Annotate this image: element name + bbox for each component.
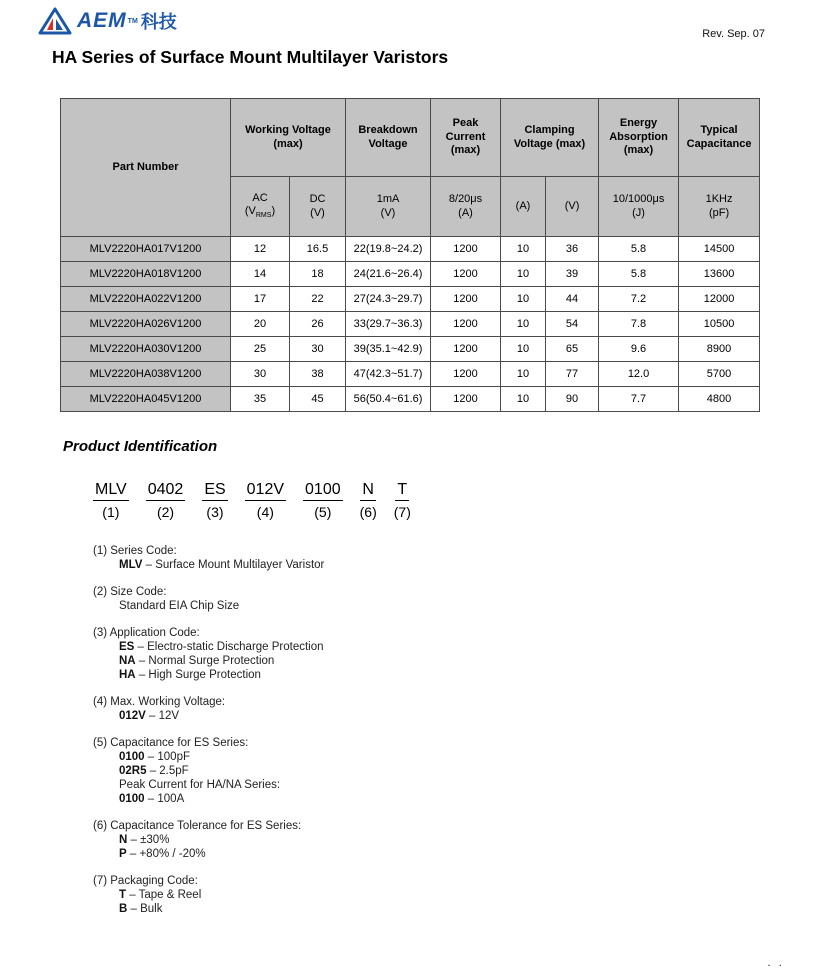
code-segment-number: (6) xyxy=(359,504,377,521)
subheader-energy-line1: 10/1000μs xyxy=(612,192,665,205)
dc-cell: 30 xyxy=(290,337,346,362)
legend-entry: NA – Normal Surge Protection xyxy=(119,655,275,668)
breakdown-cell: 24(21.6~26.4) xyxy=(346,262,431,287)
legend-block-capacitance-tolerance xyxy=(93,819,723,861)
legend-title: (2) Size Code: xyxy=(93,586,167,599)
code-part xyxy=(146,481,186,520)
clamping-v-cell: 36 xyxy=(546,237,599,262)
code-segment-number: (4) xyxy=(256,504,274,521)
dc-cell: 26 xyxy=(290,312,346,337)
breakdown-cell: 22(19.8~24.2) xyxy=(346,237,431,262)
table-row xyxy=(61,287,760,312)
legend-entry: B – Bulk xyxy=(119,903,163,916)
code-part xyxy=(93,481,129,520)
legend-title: (1) Series Code: xyxy=(93,545,177,558)
breakdown-cell: 39(35.1~42.9) xyxy=(346,337,431,362)
subheader-energy-line2: (J) xyxy=(632,206,645,219)
ac-cell: 14 xyxy=(231,262,290,287)
ac-cell: 25 xyxy=(231,337,290,362)
clamping-a-cell: 10 xyxy=(501,237,546,262)
subheader-capacitance-line2: (pF) xyxy=(708,206,730,219)
part-number-code-line xyxy=(93,481,723,520)
capacitance-cell: 5700 xyxy=(679,362,760,387)
peak-current-cell: 1200 xyxy=(431,387,501,412)
capacitance-cell: 4800 xyxy=(679,387,760,412)
legend-title: (3) Application Code: xyxy=(93,627,200,640)
subheader-dc-line2: (V) xyxy=(310,206,325,219)
legend-title: (4) Max. Working Voltage: xyxy=(93,696,226,709)
legend-block-application-code xyxy=(93,626,723,682)
col-header-breakdown-voltage: Breakdown Voltage xyxy=(346,99,431,177)
part-number-cell: MLV2220HA038V1200 xyxy=(61,362,231,387)
energy-cell: 7.2 xyxy=(599,287,679,312)
clamping-a-cell: 10 xyxy=(501,287,546,312)
part-number-cell: MLV2220HA030V1200 xyxy=(61,337,231,362)
product-identification-heading: Product Identification xyxy=(63,438,218,455)
breakdown-cell: 33(29.7~36.3) xyxy=(346,312,431,337)
dc-cell: 38 xyxy=(290,362,346,387)
table-row xyxy=(61,337,760,362)
dc-cell: 22 xyxy=(290,287,346,312)
table-row xyxy=(61,387,760,412)
col-header-peak-current: Peak Current (max) xyxy=(431,99,501,177)
clamping-v-cell: 77 xyxy=(546,362,599,387)
ac-cell: 35 xyxy=(231,387,290,412)
logo-text-latin: AEM xyxy=(77,9,127,32)
spec-table-wrap xyxy=(60,98,760,412)
revision-label: Rev. Sep. 07 xyxy=(702,28,765,40)
clamping-a-cell: 10 xyxy=(501,312,546,337)
col-header-working-voltage: Working Voltage (max) xyxy=(231,99,346,177)
code-part xyxy=(303,481,343,520)
ac-cell: 30 xyxy=(231,362,290,387)
peak-current-cell: 1200 xyxy=(431,362,501,387)
col-header-energy-absorption: Energy Absorption (max) xyxy=(599,99,679,177)
legend-block-size-code xyxy=(93,585,723,613)
subheader-dc-line1: DC xyxy=(309,192,326,205)
table-row xyxy=(61,262,760,287)
part-number-cell: MLV2220HA022V1200 xyxy=(61,287,231,312)
product-identification-section xyxy=(63,438,723,929)
capacitance-cell: 8900 xyxy=(679,337,760,362)
subheader-clamping-a: (A) xyxy=(501,177,546,237)
ac-cell: 12 xyxy=(231,237,290,262)
clamping-v-cell: 65 xyxy=(546,337,599,362)
code-segment: 0100 xyxy=(303,481,343,501)
capacitance-cell: 12000 xyxy=(679,287,760,312)
col-header-typical-capacitance: Typical Capacitance xyxy=(679,99,760,177)
subheader-breakdown xyxy=(346,177,431,237)
col-header-clamping-voltage: Clamping Voltage (max) xyxy=(501,99,599,177)
code-segment: ES xyxy=(202,481,227,501)
legend-block-series-code xyxy=(93,544,723,572)
legend-entry: HA – High Surge Protection xyxy=(119,669,261,682)
subheader-peak-line1: 8/20μs xyxy=(448,192,483,205)
ac-cell: 20 xyxy=(231,312,290,337)
code-segment: N xyxy=(360,481,376,501)
dc-cell: 16.5 xyxy=(290,237,346,262)
code-segment: 012V xyxy=(245,481,286,501)
subheader-breakdown-line2: (V) xyxy=(380,206,396,219)
legend-entry: 02R5 – 2.5pF xyxy=(119,765,189,778)
col-header-part-number: Part Number xyxy=(61,99,231,237)
peak-current-cell: 1200 xyxy=(431,312,501,337)
code-part xyxy=(202,481,227,520)
code-segment-number: (5) xyxy=(314,504,332,521)
code-part xyxy=(394,481,411,520)
subheader-ac xyxy=(231,177,290,237)
clamping-v-cell: 90 xyxy=(546,387,599,412)
aem-logo xyxy=(38,7,177,35)
subheader-ac-sub: RMS xyxy=(255,212,272,220)
clamping-v-cell: 39 xyxy=(546,262,599,287)
capacitance-cell: 10500 xyxy=(679,312,760,337)
subheader-dc xyxy=(290,177,346,237)
energy-cell: 7.8 xyxy=(599,312,679,337)
peak-current-cell: 1200 xyxy=(431,337,501,362)
legend-entry: N – ±30% xyxy=(119,834,170,847)
code-segment-number: (1) xyxy=(102,504,120,521)
code-segment-number: (3) xyxy=(206,504,224,521)
legend-block-capacitance xyxy=(93,736,723,806)
ac-cell: 17 xyxy=(231,287,290,312)
clamping-a-cell: 10 xyxy=(501,337,546,362)
dc-cell: 18 xyxy=(290,262,346,287)
legend-entry: 0100 – 100A xyxy=(119,793,185,806)
energy-cell: 7.7 xyxy=(599,387,679,412)
legend-entry: 012V – 12V xyxy=(119,710,180,723)
subheader-peak xyxy=(431,177,501,237)
peak-current-cell: 1200 xyxy=(431,287,501,312)
part-number-cell: MLV2220HA017V1200 xyxy=(61,237,231,262)
legend-entry: Standard EIA Chip Size xyxy=(119,600,240,613)
clamping-v-cell: 44 xyxy=(546,287,599,312)
breakdown-cell: 47(42.3~51.7) xyxy=(346,362,431,387)
legend-entry: 0100 – 100pF xyxy=(119,751,190,764)
clamping-a-cell: 10 xyxy=(501,387,546,412)
code-segment-number: (7) xyxy=(393,504,411,521)
peak-current-cell: 1200 xyxy=(431,262,501,287)
legend-title: (5) Capacitance for ES Series: xyxy=(93,737,249,750)
clamping-a-cell: 10 xyxy=(501,262,546,287)
code-part xyxy=(245,481,286,520)
page-footer-mark: .. xyxy=(767,955,790,969)
identification-legend xyxy=(93,544,723,916)
aem-logo-icon xyxy=(38,7,72,35)
legend-entry: Peak Current for HA/NA Series: xyxy=(119,779,281,792)
legend-title: (6) Capacitance Tolerance for ES Series: xyxy=(93,820,302,833)
logo-trademark: TM xyxy=(127,17,138,25)
peak-current-cell: 1200 xyxy=(431,237,501,262)
legend-entry: MLV – Surface Mount Multilayer Varistor xyxy=(119,559,325,572)
subheader-peak-line2: (A) xyxy=(458,206,473,219)
clamping-a-cell: 10 xyxy=(501,362,546,387)
subheader-clamping-v: (V) xyxy=(546,177,599,237)
subheader-energy xyxy=(599,177,679,237)
code-segment: 0402 xyxy=(146,481,186,501)
dc-cell: 45 xyxy=(290,387,346,412)
code-part xyxy=(360,481,377,520)
table-row xyxy=(61,312,760,337)
clamping-v-cell: 54 xyxy=(546,312,599,337)
legend-block-max-working-voltage xyxy=(93,695,723,723)
energy-cell: 5.8 xyxy=(599,262,679,287)
energy-cell: 12.0 xyxy=(599,362,679,387)
capacitance-cell: 14500 xyxy=(679,237,760,262)
capacitance-cell: 13600 xyxy=(679,262,760,287)
legend-entry: P – +80% / -20% xyxy=(119,848,206,861)
part-number-cell: MLV2220HA026V1200 xyxy=(61,312,231,337)
breakdown-cell: 27(24.3~29.7) xyxy=(346,287,431,312)
legend-block-packaging-code xyxy=(93,874,723,916)
subheader-capacitance xyxy=(679,177,760,237)
subheader-ac-line1: AC xyxy=(252,191,268,204)
code-segment: T xyxy=(395,481,409,501)
logo-text-cn: 科技 xyxy=(140,12,177,32)
breakdown-cell: 56(50.4~61.6) xyxy=(346,387,431,412)
legend-title: (7) Packaging Code: xyxy=(93,875,198,888)
energy-cell: 9.6 xyxy=(599,337,679,362)
table-row xyxy=(61,237,760,262)
subheader-ac-paren: (V xyxy=(244,205,256,218)
energy-cell: 5.8 xyxy=(599,237,679,262)
subheader-breakdown-line1: 1mA xyxy=(376,192,400,205)
part-number-cell: MLV2220HA018V1200 xyxy=(61,262,231,287)
part-number-cell: MLV2220HA045V1200 xyxy=(61,387,231,412)
code-segment: MLV xyxy=(93,481,129,501)
legend-entry: T – Tape & Reel xyxy=(119,889,202,902)
subheader-capacitance-line1: 1KHz xyxy=(705,192,733,205)
page-title: HA Series of Surface Mount Multilayer Varistors xyxy=(52,47,449,67)
subheader-ac-paren-close: ) xyxy=(271,205,276,218)
varistor-spec-table xyxy=(60,98,760,412)
table-row xyxy=(61,362,760,387)
code-segment-number: (2) xyxy=(156,504,175,521)
legend-entry: ES – Electro-static Discharge Protection xyxy=(119,641,324,654)
